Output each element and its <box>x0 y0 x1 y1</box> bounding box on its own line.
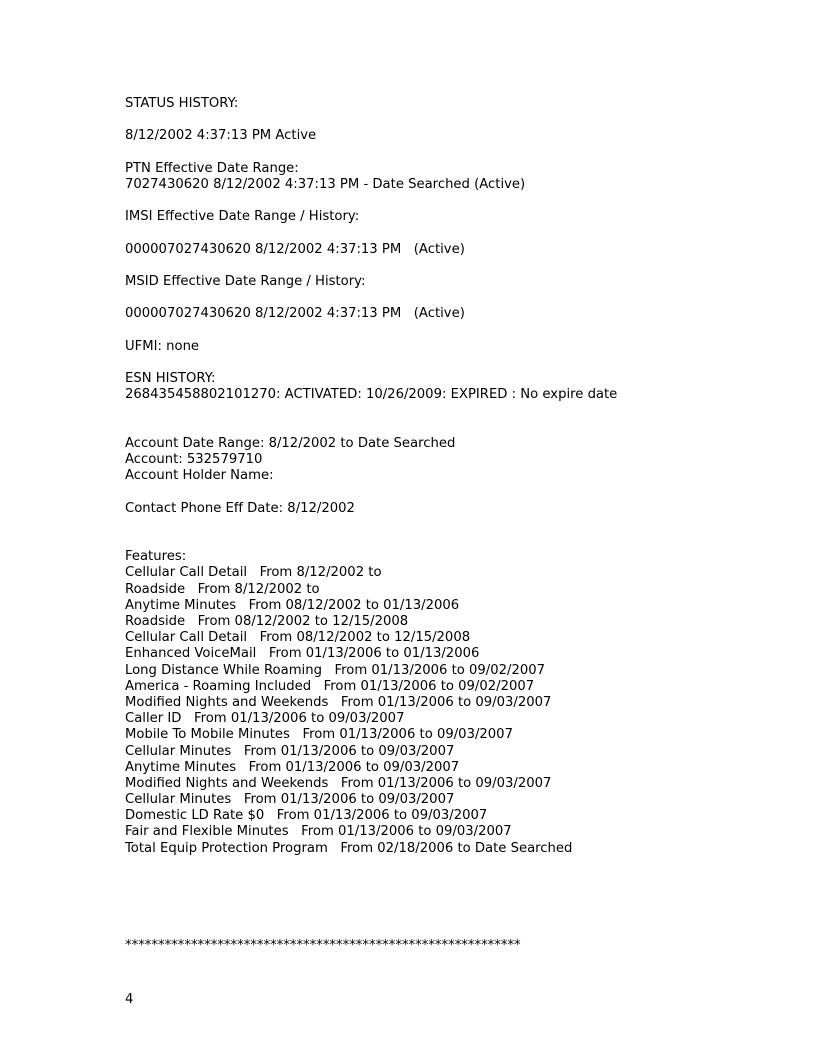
feature-item: America - Roaming Included From 01/13/2006 to 09/02/2007 <box>125 678 535 694</box>
feature-item: Modified Nights and Weekends From 01/13/2006 to 09/03/2007 <box>125 775 552 791</box>
feature-item: Modified Nights and Weekends From 01/13/2006 to 09/03/2007 <box>125 694 552 710</box>
document-body <box>125 96 765 857</box>
feature-item: Mobile To Mobile Minutes From 01/13/2006 to 09/03/2007 <box>125 727 513 743</box>
feature-item: Anytime Minutes From 08/12/2002 to 01/13/2006 <box>125 597 460 613</box>
msid-heading: MSID Effective Date Range / History: <box>125 274 366 290</box>
page-number: 4 <box>125 992 134 1007</box>
status-history-heading: STATUS HISTORY: <box>125 96 239 111</box>
feature-item: Cellular Minutes From 01/13/2006 to 09/03/2007 <box>125 792 455 808</box>
feature-item: Domestic LD Rate $0 From 01/13/2006 to 09/03/2007 <box>125 808 488 824</box>
feature-item: Fair and Flexible Minutes From 01/13/2006 to 09/03/2007 <box>125 824 512 840</box>
imsi-heading: IMSI Effective Date Range / History: <box>125 209 360 225</box>
feature-item: Long Distance While Roaming From 01/13/2006 to 09/02/2007 <box>125 662 546 678</box>
feature-item: Total Equip Protection Program From 02/18/2006 to Date Searched <box>125 840 573 856</box>
feature-item: Cellular Call Detail From 8/12/2002 to <box>125 565 382 581</box>
feature-item: Roadside From 8/12/2002 to <box>125 581 320 597</box>
feature-item: Roadside From 08/12/2002 to 12/15/2008 <box>125 614 409 630</box>
feature-item: Caller ID From 01/13/2006 to 09/03/2007 <box>125 711 405 727</box>
feature-item: Cellular Call Detail From 08/12/2002 to 12/15/2008 <box>125 630 471 646</box>
account-holder-name: Account Holder Name: <box>125 468 274 484</box>
esn-heading: ESN HISTORY: <box>125 371 216 387</box>
features-heading: Features: <box>125 549 187 565</box>
feature-item: Anytime Minutes From 01/13/2006 to 09/03/2007 <box>125 759 460 775</box>
feature-item: Cellular Minutes From 01/13/2006 to 09/03/2007 <box>125 743 455 759</box>
features-list <box>125 565 765 856</box>
ptn-entry: 7027430620 8/12/2002 4:37:13 PM - Date Searched (Active) <box>125 176 526 192</box>
status-history-entry: 8/12/2002 4:37:13 PM Active <box>125 128 317 144</box>
account-date-range: Account Date Range: 8/12/2002 to Date Searched <box>125 435 456 451</box>
separator-line: ************************************************************ <box>125 938 521 953</box>
feature-item: Enhanced VoiceMail From 01/13/2006 to 01/13/2006 <box>125 646 480 662</box>
msid-entry: 000007027430620 8/12/2002 4:37:13 PM (Active) <box>125 306 465 322</box>
ufmi-line: UFMI: none <box>125 338 200 354</box>
ptn-heading: PTN Effective Date Range: <box>125 160 299 176</box>
account-number: Account: 532579710 <box>125 452 263 468</box>
contact-phone-date: Contact Phone Eff Date: 8/12/2002 <box>125 500 355 516</box>
imsi-entry: 000007027430620 8/12/2002 4:37:13 PM (Active) <box>125 241 465 257</box>
esn-entry: 268435458802101270: ACTIVATED: 10/26/2009: EXPIRED : No expire date <box>125 387 618 403</box>
